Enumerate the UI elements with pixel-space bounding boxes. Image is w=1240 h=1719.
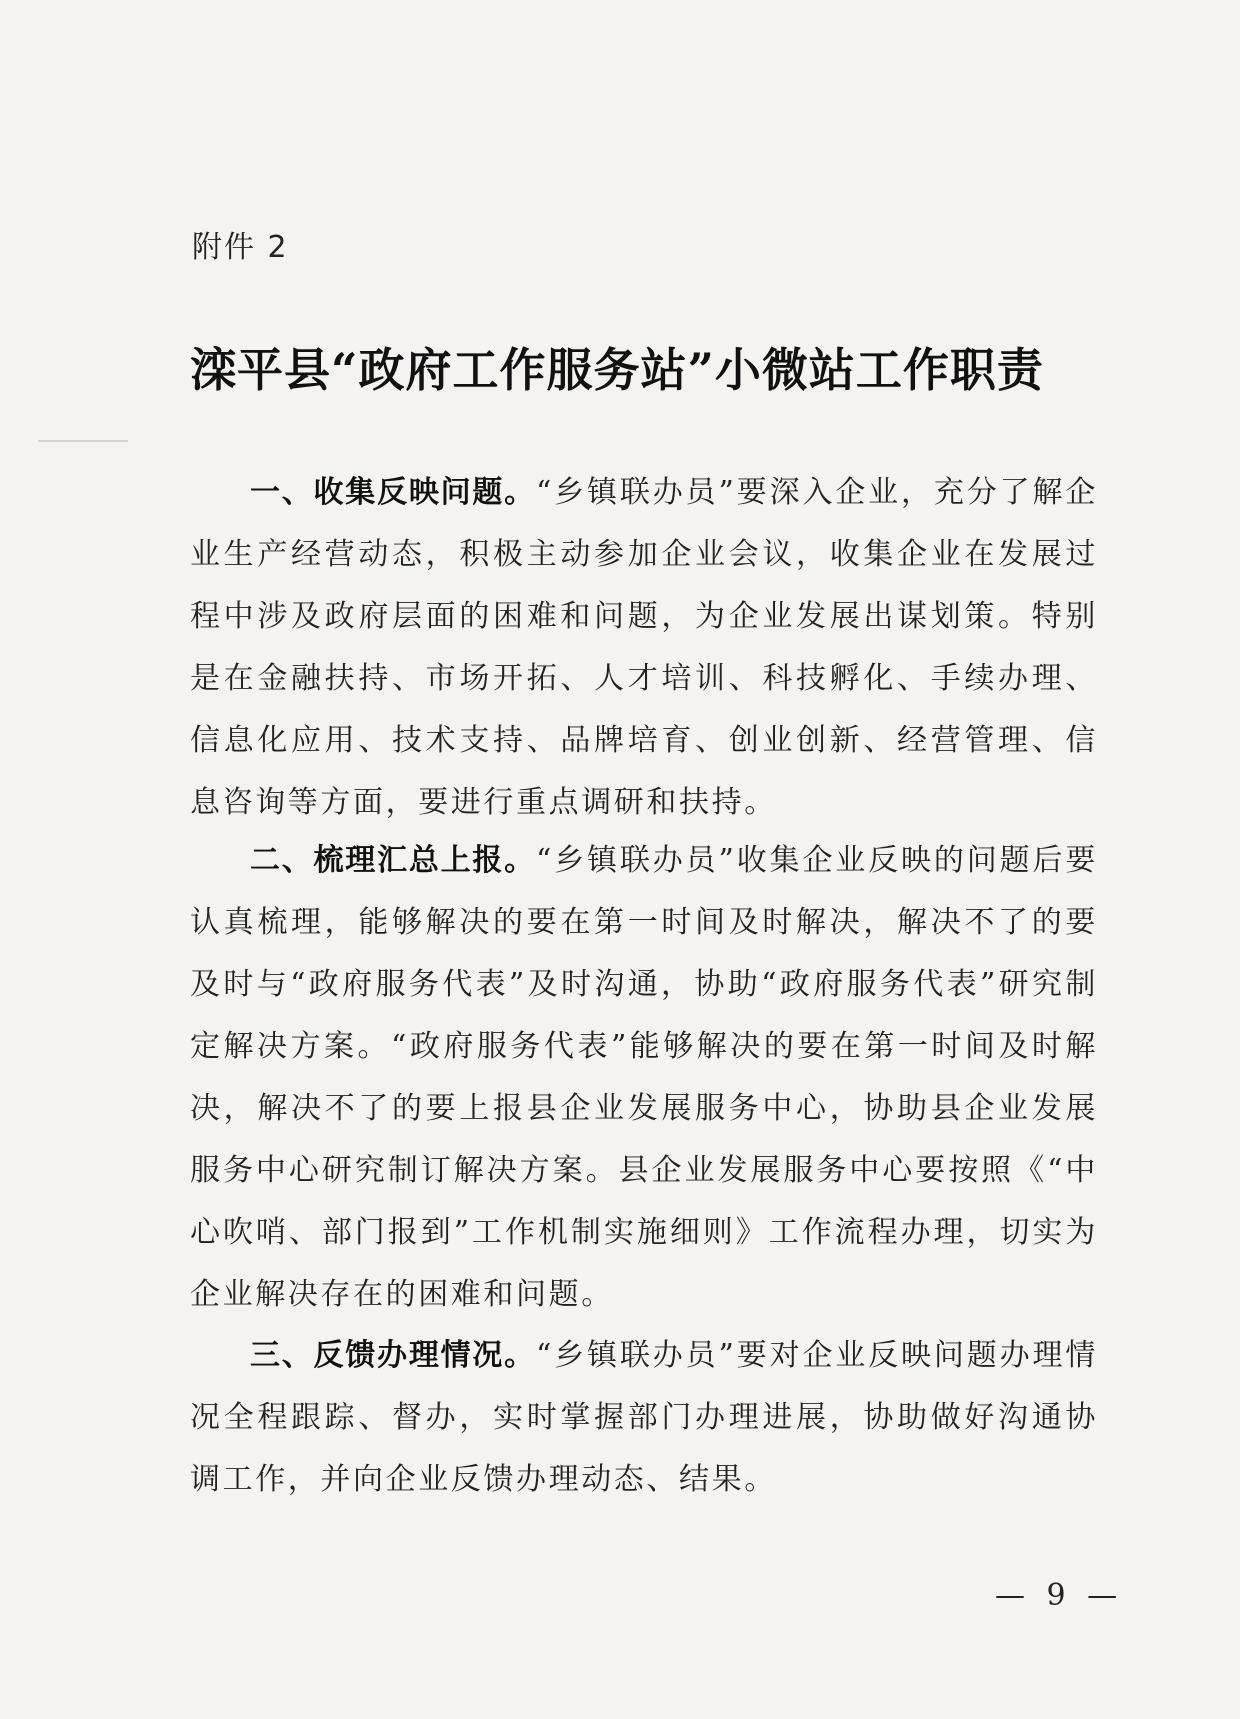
section-3 <box>190 1325 1098 1511</box>
section-paragraph <box>190 462 1098 834</box>
page-title: 滦平县“政府工作服务站”小微站工作职责 <box>190 343 1044 397</box>
section-heading: 三、反馈办理情况。 <box>250 1338 536 1373</box>
section-heading: 一、收集反映问题。 <box>250 475 536 510</box>
section-heading: 二、梳理汇总上报。 <box>250 843 536 878</box>
section-2 <box>190 830 1098 1326</box>
section-body: “乡镇联办员”要深入企业，充分了解企业生产经营动态，积极主动参加企业会议，收集企业在发展过程中涉及政府层面的困难和问题，为企业发展出谋划策。特别是在金融扶持、市场开拓、人才培训、科技孵化、手续办理、信息化应用、技术支持、品牌培育、创业创新、经营管理、信息咨询等方面，要进行重点调研和扶持。 <box>190 475 1098 820</box>
margin-mark <box>38 440 128 442</box>
attachment-label: 附件 2 <box>192 230 289 265</box>
section-body: “乡镇联办员”收集企业反映的问题后要认真梳理，能够解决的要在第一时间及时解决，解决不了的要及时与“政府服务代表”及时沟通，协助“政府服务代表”研究制定解决方案。“政府服务代表”能够解决的要在第一时间及时解决，解决不了的要上报县企业发展服务中心，协助县企业发展服务中心研究制订解决方案。县企业发展服务中心要按照《“中心吹哨、部门报到”工作机制实施细则》工作流程办理，切实为企业解决存在的困难和问题。 <box>190 843 1098 1312</box>
section-paragraph <box>190 1325 1098 1511</box>
section-body: “乡镇联办员”要对企业反映问题办理情况全程跟踪、督办，实时掌握部门办理进展，协助做好沟通协调工作，并向企业反馈办理动态、结果。 <box>190 1338 1098 1497</box>
page-number: — 9 — <box>995 1578 1124 1613</box>
section-1 <box>190 462 1098 834</box>
section-paragraph <box>190 830 1098 1326</box>
